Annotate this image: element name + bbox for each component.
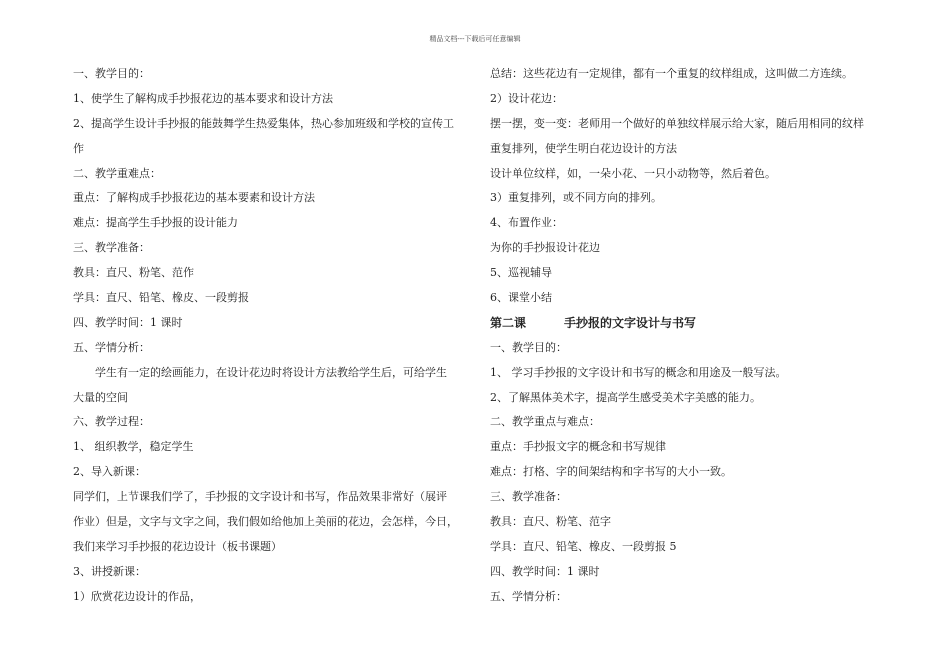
- text-line: 设计单位纹样，如，一朵小花、一只小动物等，然后着色。: [490, 166, 776, 180]
- text-line: 1、 学习手抄报的文字设计和书写的概念和用途及一般写法。: [490, 365, 787, 379]
- text-line: 1、使学生了解构成手抄报花边的基本要求和设计方法: [73, 91, 333, 105]
- text-line: 1）欣赏花边设计的作品，: [73, 589, 201, 603]
- text-line: 2、了解黑体美术字，提高学生感受美术字美感的能力。: [490, 390, 761, 404]
- text-line: 5、巡视辅导: [490, 266, 552, 280]
- text-line: 6、课堂小结: [490, 291, 552, 305]
- text-line: 五、学情分析：: [490, 589, 567, 603]
- text-line: 为你的手抄报设计花边: [490, 241, 600, 255]
- text-line: 四、教学时间：1 课时: [73, 315, 183, 329]
- text-line: 2）设计花边：: [490, 91, 563, 105]
- text-line: 摆一摆，变一变：老师用一个做好的单独纹样展示给大家，随后用相同的纹样: [490, 116, 864, 130]
- text-line: 四、教学时间：1 课时: [490, 564, 600, 578]
- text-line: 1、 组织教学，稳定学生: [73, 440, 194, 454]
- text-line: 重点：了解构成手抄报花边的基本要素和设计方法: [73, 191, 315, 205]
- right-column: [490, 62, 885, 610]
- text-line: 教具：直尺、粉笔、范字: [490, 515, 611, 529]
- text-line: 一、教学目的：: [73, 67, 150, 80]
- text-line: 2、提高学生设计手抄报的能鼓舞学生热爱集体，热心参加班级和学校的宣传工: [73, 116, 454, 130]
- text-line: 同学们，上节课我们学了，手抄报的文字设计和书写，作品效果非常好（展评: [73, 490, 447, 504]
- text-line: 难点：提高学生手抄报的设计能力: [73, 216, 238, 230]
- lesson-number: 第二课: [490, 315, 527, 330]
- lesson-heading: [490, 311, 885, 336]
- page-header: 精品文档---下载后可任意编辑: [429, 35, 521, 43]
- text-line: 学具：直尺、铅笔、橡皮、一段剪报: [73, 291, 249, 305]
- text-line: 二、教学重点与难点：: [490, 415, 600, 429]
- text-line: 学生有一定的绘画能力，在设计花边时将设计方法教给学生后，可给学生: [95, 365, 447, 379]
- text-line: 学具：直尺、铅笔、橡皮、一段剪报 5: [490, 539, 677, 553]
- text-line: 我们来学习手抄报的花边设计（板书课题）: [73, 539, 282, 553]
- text-line: 二、教学重难点：: [73, 166, 161, 180]
- lesson-title: 手抄报的文字设计与书写: [564, 315, 697, 330]
- text-line: 教具：直尺、粉笔、范作: [73, 266, 194, 280]
- text-line: 重复排列，使学生明白花边设计的方法: [490, 141, 677, 155]
- text-line: 3、讲授新课：: [73, 564, 146, 578]
- text-line: 难点：打格、字的间架结构和字书写的大小一致。: [490, 465, 732, 479]
- text-line: 2、导入新课：: [73, 465, 146, 479]
- text-line: 一、教学目的：: [490, 340, 567, 354]
- text-line: 大量的空间: [73, 390, 128, 404]
- text-line: 4、布置作业：: [490, 216, 563, 230]
- left-column: [73, 62, 468, 610]
- text-line: 作业）但是，文字与文字之间，我们假如给他加上美丽的花边，会怎样，今日，: [73, 515, 458, 529]
- text-line: 三、教学准备：: [73, 241, 150, 255]
- text-line: 总结：这些花边有一定规律，都有一个重复的纹样组成，这叫做二方连续。: [490, 67, 853, 80]
- text-line: 三、教学准备：: [490, 490, 567, 504]
- text-line: 五、学情分析：: [73, 340, 150, 354]
- text-line: 重点：手抄报文字的概念和书写规律: [490, 440, 666, 454]
- text-line: 六、教学过程：: [73, 415, 150, 429]
- text-line: 作: [73, 141, 84, 155]
- text-line: 3）重复排列，或不同方向的排列。: [490, 191, 662, 205]
